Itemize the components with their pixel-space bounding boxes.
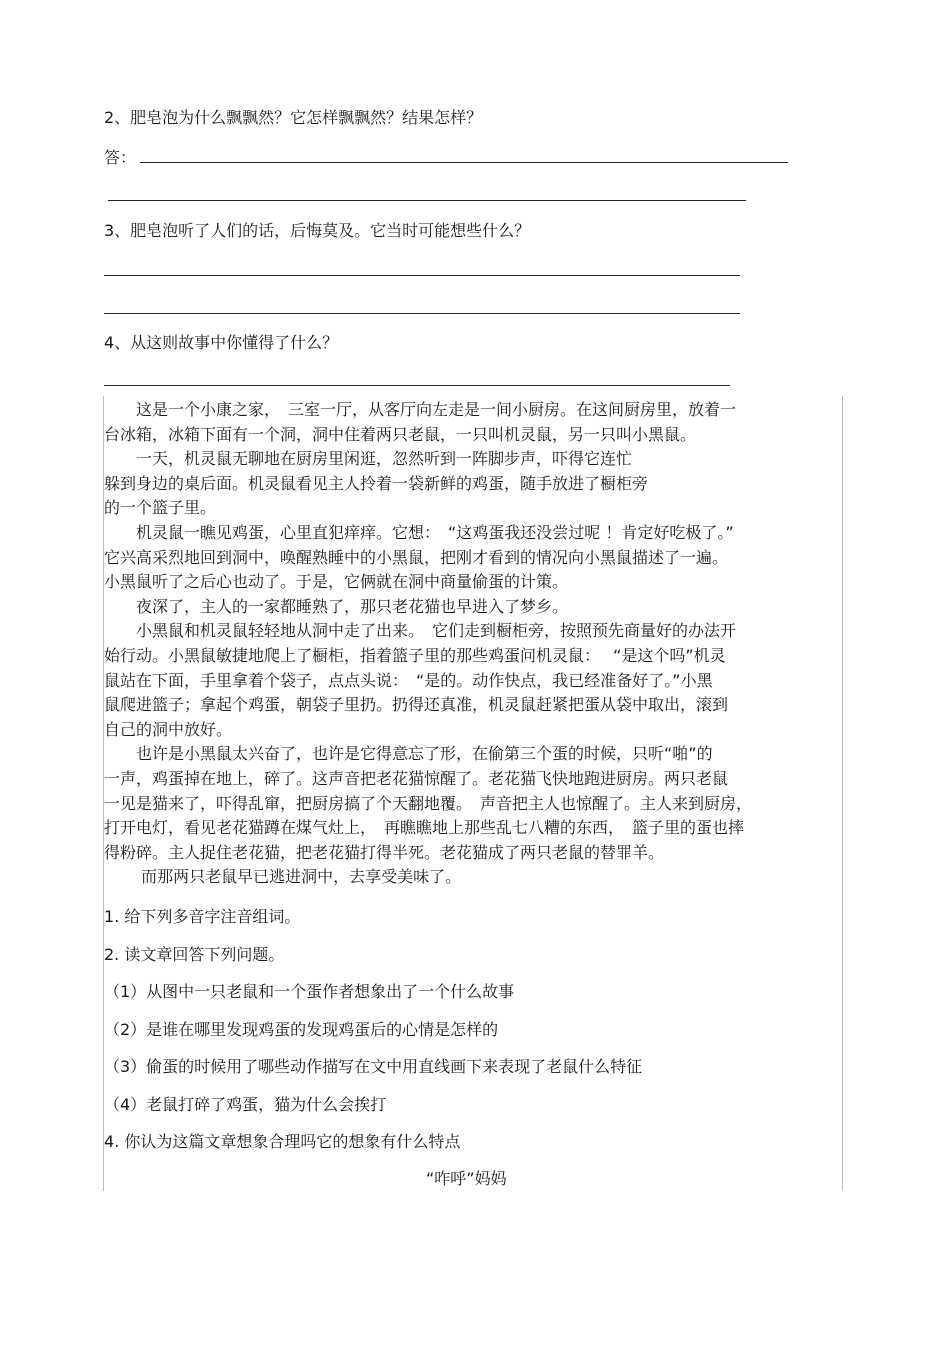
answer-line-2 bbox=[108, 200, 746, 201]
sub-question-3: （3）偷蛋的时候用了哪些动作描写在文中用直线画下来表现了老鼠什么特征 bbox=[104, 1057, 643, 1076]
sub-question-2: （2）是谁在哪里发现鸡蛋的发现鸡蛋后的心情是怎样的 bbox=[104, 1020, 499, 1039]
story-passage bbox=[104, 398, 844, 890]
story-line: 也许是小黑鼠太兴奋了，也许是它得意忘了形，在偷第三个蛋的时候，只听“啪”的 bbox=[104, 744, 713, 764]
story-line: 台冰箱，冰箱下面有一个洞，洞中住着两只老鼠，一只叫机灵鼠，另一只叫小黑鼠。 bbox=[104, 424, 697, 444]
exercise-2: 2. 读文章回答下列问题。 bbox=[104, 945, 285, 964]
story-line: 的一个篮子里。 bbox=[104, 498, 217, 518]
answer-line-3 bbox=[104, 275, 740, 276]
sub-question-1: （1）从图中一只老鼠和一个蛋作者想象出了一个什么故事 bbox=[104, 982, 515, 1001]
answer-line-1 bbox=[140, 162, 788, 163]
exercise-4: 4. 你认为这篇文章想象合理吗它的想象有什么特点 bbox=[104, 1132, 461, 1151]
story-line: 鼠爬进篮子；拿起个鸡蛋，朝袋子里扔。扔得还真准，机灵鼠赶紧把蛋从袋中取出，滚到 bbox=[104, 695, 729, 715]
story-line: 这是一个小康之家， 三室一厅，从客厅向左走是一间小厨房。在这间厨房里，放着一 bbox=[104, 400, 737, 419]
question-4: 4、从这则故事中你懂得了什么？ bbox=[104, 333, 339, 352]
answer-line-4 bbox=[104, 313, 740, 314]
next-story-title: “咋呼”妈妈 bbox=[426, 1169, 507, 1188]
story-line: 得粉碎。主人捉住老花猫，把老花猫打得半死。老花猫成了两只老鼠的替罪羊。 bbox=[104, 842, 665, 862]
story-line: 躲到身边的桌后面。机灵鼠看见主人拎着一袋新鲜的鸡蛋，随手放进了橱柜旁 bbox=[104, 473, 649, 493]
story-line: 小黑鼠和机灵鼠轻轻地从洞中走了出来。 它们走到橱柜旁，按照预先商量好的办法开 bbox=[104, 621, 737, 641]
story-line: 一声，鸡蛋掉在地上，碎了。这声音把老花猫惊醒了。老花猫飞快地跑进厨房。两只老鼠 bbox=[104, 768, 729, 788]
story-line: 它兴高采烈地回到洞中，唤醒熟睡中的小黑鼠，把刚才看到的情况向小黑鼠描述了一遍。 bbox=[104, 547, 729, 567]
story-line: 始行动。小黑鼠敏捷地爬上了橱柜，指着篮子里的那些鸡蛋问机灵鼠： “是这个吗”机灵 bbox=[104, 645, 726, 665]
story-line: 一见是猫来了，吓得乱窜，把厨房搞了个天翻地覆。 声音把主人也惊醒了。主人来到厨房， bbox=[104, 793, 753, 813]
answer-line-5 bbox=[104, 385, 730, 386]
sub-question-4: （4）老鼠打碎了鸡蛋，猫为什么会挨打 bbox=[104, 1095, 387, 1114]
story-line: 打开电灯，看见老花猫蹲在煤气灶上， 再瞧瞧地上那些乱七八糟的东西， 篮子里的蛋也摔 bbox=[104, 818, 745, 838]
story-line: 夜深了，主人的一家都睡熟了，那只老花猫也早进入了梦乡。 bbox=[104, 596, 569, 616]
question-3: 3、肥皂泡听了人们的话，后悔莫及。它当时可能想些什么？ bbox=[104, 221, 531, 240]
story-line: 而那两只老鼠早已逃进洞中，去享受美味了。 bbox=[104, 867, 462, 887]
story-line: 机灵鼠一瞧见鸡蛋，心里直犯痒痒。它想： “这鸡蛋我还没尝过呢 ！肯定好吃极了。” bbox=[104, 522, 734, 542]
question-2: 2、肥皂泡为什么飘飘然？它怎样飘飘然？结果怎样？ bbox=[104, 108, 483, 127]
story-line: 一天，机灵鼠无聊地在厨房里闲逛，忽然听到一阵脚步声，吓得它连忙 bbox=[104, 449, 633, 469]
exercise-1: 1. 给下列多音字注音组词。 bbox=[104, 907, 301, 926]
story-line: 鼠站在下面，手里拿着个袋子，点点头说： “是的。动作快点，我已经准备好了。”小黑 bbox=[104, 670, 713, 690]
answer-label: 答： bbox=[104, 148, 137, 167]
story-line: 小黑鼠听了之后心也动了。于是，它俩就在洞中商量偷蛋的计策。 bbox=[104, 572, 569, 592]
story-line: 自己的洞中放好。 bbox=[104, 719, 233, 739]
